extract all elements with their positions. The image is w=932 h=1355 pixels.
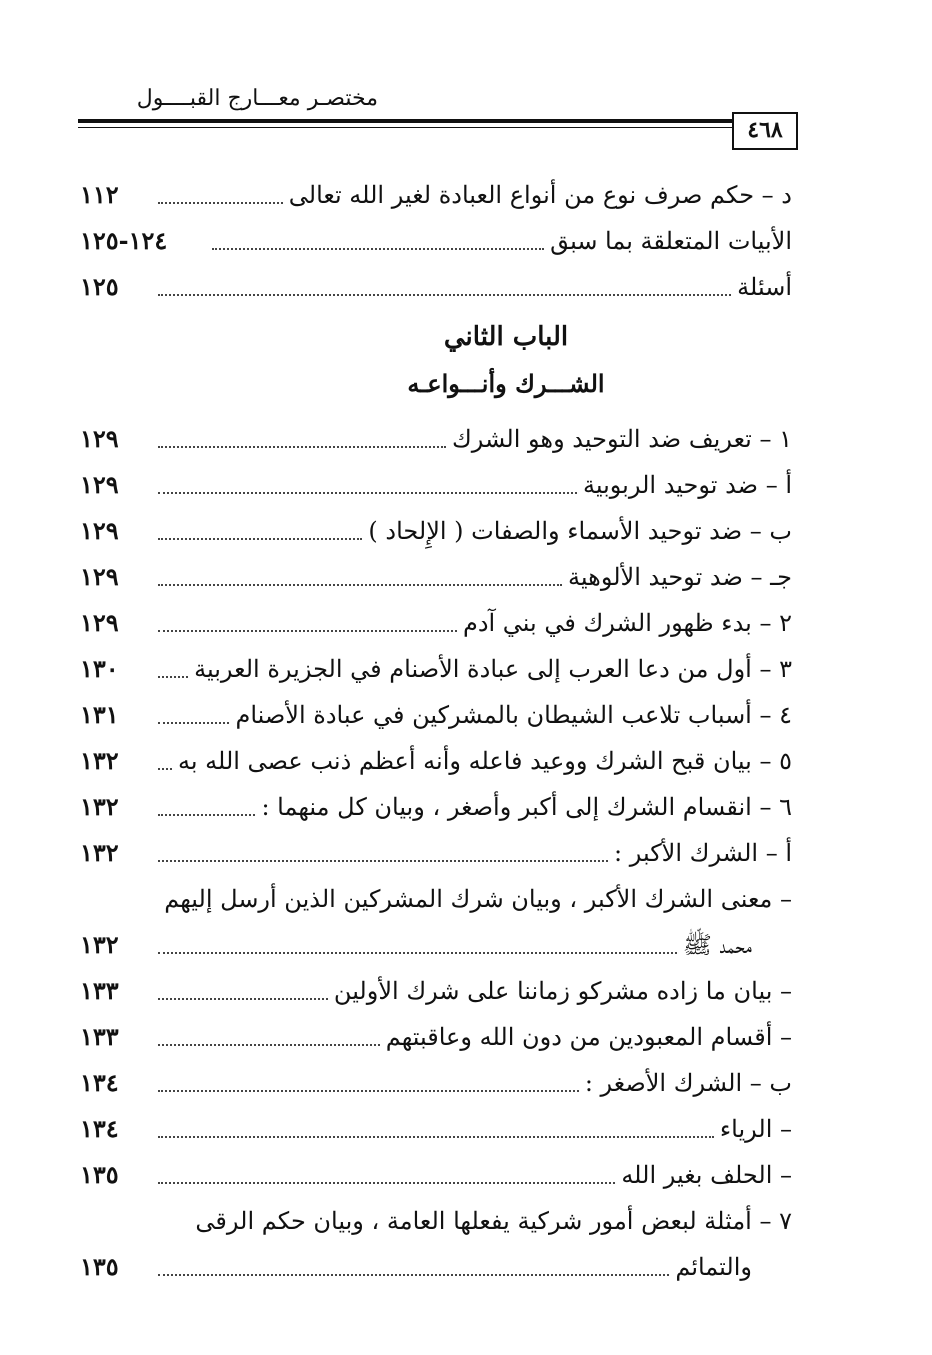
toc-entry-line1 [80,1192,792,1238]
dot-leader [158,538,362,540]
toc-entry-title: ٦ – انقسام الشرك إلى أكبر وأصغر ، وبيان كل منهما : [261,793,792,821]
toc-entry-title: ٧ – أمثلة لبعض أمور شركية يفعلها العامة ، وبيان حكم الرقى [195,1207,792,1235]
toc-entry-title: ٣ – أول من دعا العرب إلى عبادة الأصنام في الجزيرة العربية [194,655,792,683]
toc-entry [80,1054,792,1100]
toc-entry-title: ٥ – بيان قبح الشرك ووعيد فاعله وأنه أعظم ذنب عصى الله به [177,747,792,775]
dot-leader [212,248,544,250]
toc-entry-page: ١٣١ [80,700,119,729]
toc-entry-title: – الحلف بغير الله [621,1161,792,1189]
toc-entry-page: ١٣٣ [80,1022,119,1051]
toc-entry-title: أ – الشرك الأكبر : [614,839,792,867]
toc-entry-page: ١٢٩ [80,470,119,499]
dot-leader [158,294,731,296]
table-of-contents [80,166,792,1284]
running-title: مختصـر معـــارج القبــــول [136,86,378,111]
toc-entry-page: ١٣٢ [80,792,119,821]
toc-entry-page: ١٣٢ [80,838,119,867]
toc-entry [80,732,792,778]
header-rule-thick [78,119,798,123]
toc-entry [80,212,792,258]
toc-entry-page: ١٣٢ [80,930,119,959]
toc-entry-title: – أقسام المعبودين من دون الله وعاقبتهم [385,1023,792,1051]
toc-entry [80,962,792,1008]
toc-entry-title: جـ – ضد توحيد الألوهية [568,563,792,591]
toc-entry-page: ١٢٤-١٢٥ [80,226,168,255]
toc-entry [80,1100,792,1146]
dot-leader [158,1090,579,1092]
dot-leader [158,446,446,448]
header-rule-thin [78,127,798,128]
toc-entry-title: د – حكم صرف نوع من أنواع العبادة لغير الله تعالى [288,181,792,209]
toc-entry-title: – الرياء [719,1115,792,1143]
toc-entry [80,1008,792,1054]
toc-entry [80,258,792,304]
toc-entry-line1 [80,870,792,916]
dot-leader [158,1044,380,1046]
toc-entry-page: ١٣٥ [80,1160,119,1189]
toc-entry [80,686,792,732]
dot-leader [158,768,172,770]
dot-leader [158,492,577,494]
dot-leader [158,630,457,632]
toc-entry [80,502,792,548]
dot-leader [158,584,562,586]
toc-entry [80,594,792,640]
toc-entry-title: ب – الشرك الأصغر : [584,1069,792,1097]
toc-entry-line2 [80,1238,792,1284]
section-heading: الباب الثاني [443,322,569,352]
toc-entry-title: ٢ – بدء ظهور الشرك في بني آدم [462,609,792,637]
toc-entry [80,640,792,686]
dot-leader [158,676,188,678]
dot-leader [158,722,229,724]
toc-entry-title: ٤ – أسباب تلاعب الشيطان بالمشركين في عبادة الأصنام [235,701,792,729]
dot-leader [158,998,328,1000]
dot-leader [158,952,677,954]
toc-entry-page: ١١٢ [80,180,119,209]
toc-entry-page: ١٣٢ [80,746,119,775]
toc-entry-page: ١٢٩ [80,562,119,591]
dot-leader [158,1274,669,1276]
dot-leader [158,1182,615,1184]
dot-leader [158,860,608,862]
toc-entry [80,548,792,594]
toc-entry-title-continued: محمد ﷺ [682,931,752,959]
dot-leader [158,1136,714,1138]
toc-entry-title: الأبيات المتعلقة بما سبق [550,227,792,255]
toc-entry-title: ب – ضد توحيد الأسماء والصفات ( الإِلحاد ) [368,517,792,545]
toc-entry-page: ١٣٣ [80,976,119,1005]
toc-entry-page: ١٣٠ [80,654,119,683]
toc-entry-page: ١٢٩ [80,424,119,453]
toc-entry-page: ١٣٤ [80,1068,119,1097]
toc-entry [80,456,792,502]
toc-entry [80,1146,792,1192]
toc-entry-page: ١٢٩ [80,516,119,545]
toc-entry-page: ١٢٥ [80,272,119,301]
toc-entry-line2 [80,916,792,962]
toc-entry [80,778,792,824]
toc-entry-title: أسئلة [737,273,792,301]
toc-entry-page: ١٣٥ [80,1252,119,1281]
toc-entry-page: ١٣٤ [80,1114,119,1143]
toc-entry [80,166,792,212]
toc-entry [80,410,792,456]
dot-leader [158,814,255,816]
page-header [78,86,798,152]
toc-entry-title: – معنى الشرك الأكبر ، وبيان شرك المشركين الذين أرسل إليهم [164,885,792,913]
dot-leader [158,202,283,204]
toc-entry-page: ١٢٩ [80,608,119,637]
toc-entry-title: أ – ضد توحيد الربوبية [582,471,792,499]
toc-entry-title: – بيان ما زاده مشركو زماننا على شرك الأولين [333,977,792,1005]
page-number-box: ٤٦٨ [732,112,798,150]
toc-entry-title-continued: والتمائم [675,1253,752,1281]
toc-entry-title: ١ – تعريف ضد التوحيد وهو الشرك [451,425,792,453]
section-subheading: الشـــرك وأنـــواعـه [407,369,605,398]
toc-entry [80,824,792,870]
